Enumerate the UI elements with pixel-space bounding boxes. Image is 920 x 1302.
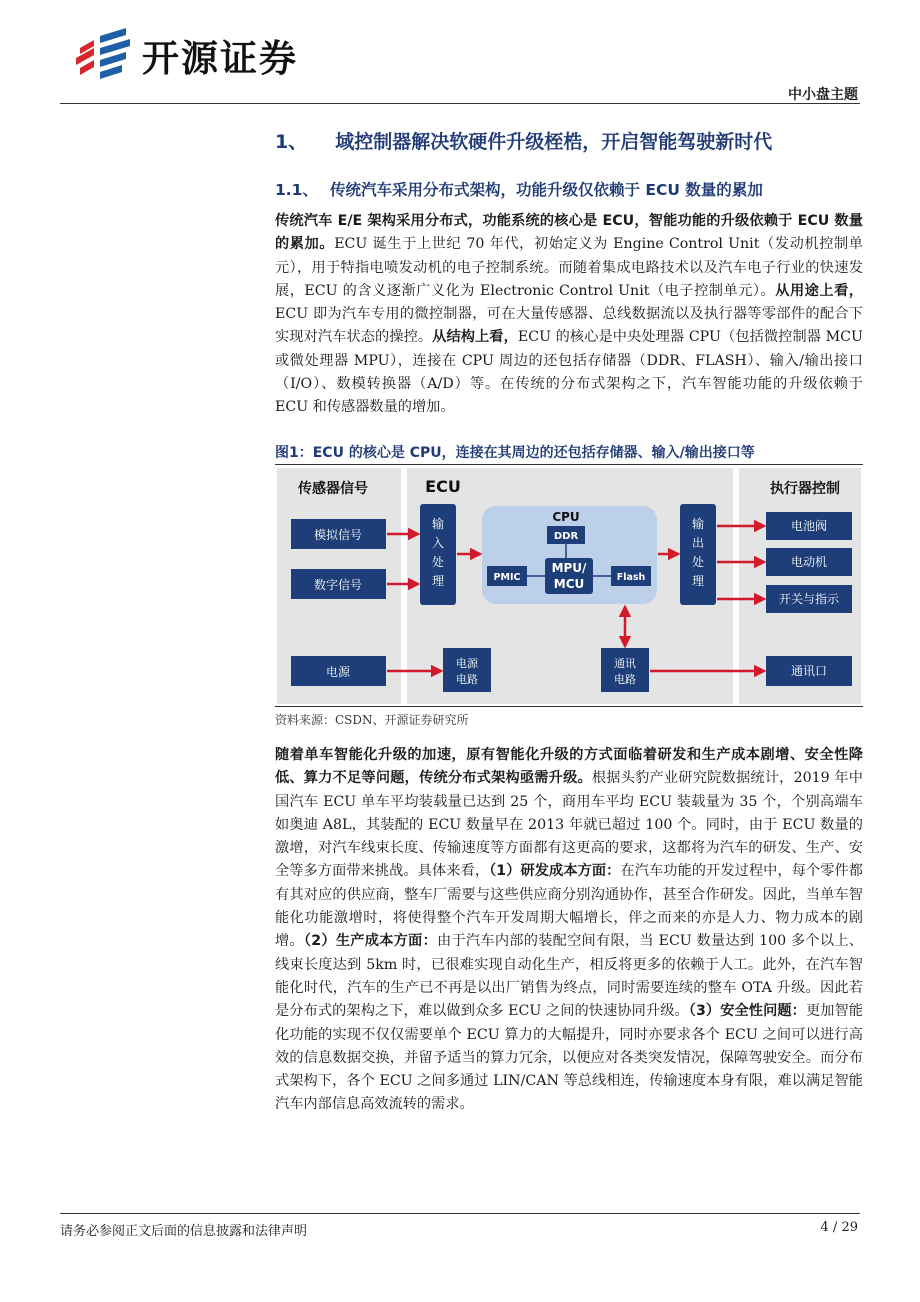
input-processing-char-1: 输 bbox=[431, 517, 445, 531]
para2-production-lead: （2）生产成本方面： bbox=[303, 933, 438, 950]
sensor-panel-title: 传感器信号 bbox=[298, 481, 368, 497]
digital-signal-label: 数字信号 bbox=[313, 578, 363, 592]
mpu-label: MPU/ bbox=[551, 561, 587, 575]
logo-mark-icon bbox=[70, 28, 136, 82]
battery-valve-label: 电池阀 bbox=[790, 519, 828, 533]
output-processing-char-4: 理 bbox=[691, 574, 705, 588]
para1-usage: ECU 即为汽车专用的微控制器，可在大量传感器、总线数据流以及执行器等零部件的配合下实现对汽车状态的操控。 bbox=[275, 306, 863, 346]
section-number: 1、 bbox=[275, 131, 308, 153]
comm-port-label: 通讯口 bbox=[790, 664, 828, 678]
para1-history: ECU 诞生于上世纪 70 年代，初始定义为 Engine Control Unit（发动机控制单元），用于特指电喷发动机的电子控制系统。而随着集成电路技术以及汽车电子行业的快速发展，ECU 的含义逐渐广义化为 Electronic Control Unit（电子控制单元）。 bbox=[275, 236, 863, 299]
comm-circuit-line-2: 电路 bbox=[614, 673, 636, 686]
paragraph-ecu-intro bbox=[275, 210, 863, 420]
logo-text: 开源证券 bbox=[142, 37, 298, 80]
subsection-number: 1.1、 bbox=[275, 181, 318, 199]
analog-signal-label: 模拟信号 bbox=[313, 528, 363, 542]
ecu-diagram bbox=[277, 468, 861, 704]
section-title: 域控制器解决软硬件升级桎梏，开启智能驾驶新时代 bbox=[335, 131, 773, 153]
flash-label: Flash bbox=[616, 572, 646, 583]
header-tag: 中小盘主题 bbox=[788, 87, 858, 103]
company-logo bbox=[70, 28, 298, 82]
figure-bottom-rule bbox=[275, 706, 863, 707]
input-processing-char-3: 处 bbox=[431, 555, 445, 569]
ddr-label: DDR bbox=[553, 531, 579, 542]
subsection-title: 传统汽车采用分布式架构，功能升级仅依赖于 ECU 数量的累加 bbox=[329, 181, 763, 199]
footer-divider bbox=[60, 1213, 860, 1214]
page-number: 4 / 29 bbox=[820, 1220, 858, 1235]
para2-safety: 更加智能化功能的实现不仅仅需要单个 ECU 算力的大幅提升，同时亦要求各个 ECU 之间可以进行高效的信息数据交换，并留予适当的算力冗余，以便应对各类突发情况，保障驾驶安全。而分布式架构下，各个 ECU 之间多通过 LIN/CAN 等总线相连，传输速度本身有限，难以满足智能汽车内部信息高效流转的需求。 bbox=[275, 1003, 863, 1113]
para2-rd-lead: （1）研发成本方面： bbox=[489, 863, 621, 880]
para2-lead: 随着单车智能化升级的加速，原有智能化升级的方式面临着研发和生产成本剧增、安全性降低、算力不足等问题，传统分布式架构亟需升级。 bbox=[275, 747, 863, 787]
motor-label: 电动机 bbox=[790, 555, 828, 569]
input-processing-char-2: 入 bbox=[431, 536, 445, 550]
cpu-label: CPU bbox=[552, 510, 580, 524]
switch-indicator-label: 开关与指示 bbox=[778, 592, 840, 606]
figure-title: 图1：ECU 的核心是 CPU，连接在其周边的还包括存储器、输入/输出接口等 bbox=[275, 445, 755, 461]
figure-top-rule bbox=[275, 464, 863, 465]
paragraph-upgrade-challenges bbox=[275, 744, 863, 1117]
para2-stats: 根据头豹产业研究院数据统计，2019 年中国汽车 ECU 单车平均装载量已达到 25 个，商用车平均 ECU 装载量为 35 个，个别高端车如奥迪 A8L，其装配的 ECU 数量早在 2013 年就已超过 100 个。同时，由于 ECU 数量的激增，对汽车线束长度、传输速度等方面都有这更高的要求，这都将为汽车的研发、生产、安全等多方面带来挑战。具体来看， bbox=[275, 770, 863, 880]
power-source-label: 电源 bbox=[325, 665, 351, 679]
pmic-label: PMIC bbox=[493, 572, 521, 583]
actuator-panel-title: 执行器控制 bbox=[770, 481, 840, 497]
ecu-panel-title: ECU bbox=[425, 477, 461, 496]
para2-rd: 在汽车功能的开发过程中，每个零件都有其对应的供应商，整车厂需要与这些供应商分别沟通协作，甚至合作研发。因此，当单车智能化功能激增时，将使得整个汽车开发周期大幅增长，伴之而来的亦是人力、物力成本的剧增。 bbox=[275, 863, 863, 950]
section-heading-1-1 bbox=[275, 178, 763, 200]
para1-structure-lead: 从结构上看， bbox=[432, 329, 518, 346]
footer-disclaimer: 请务必参阅正文后面的信息披露和法律声明 bbox=[60, 1224, 308, 1239]
output-processing-char-1: 输 bbox=[691, 517, 705, 531]
para1-usage-lead: 从用途上看， bbox=[775, 282, 863, 299]
para1-lead: 传统汽车 E/E 架构采用分布式，功能系统的核心是 ECU，智能功能的升级依赖于 ECU 数量的累加。 bbox=[275, 213, 863, 253]
para1-structure: ECU 的核心是中央处理器 CPU（包括微控制器 MCU 或微处理器 MPU），连接在 CPU 周边的还包括存储器（DDR、FLASH）、输入/输出接口（I/O）、数模转换器（A/D）等。在传统的分布式架构之下，汽车智能功能的升级依赖于 ECU 和传感器数量的增加。 bbox=[275, 329, 863, 416]
para2-safety-lead: （3）安全性问题： bbox=[688, 1003, 806, 1020]
input-processing-char-4: 理 bbox=[431, 574, 445, 588]
para2-production: 由于汽车内部的装配空间有限，当 ECU 数量达到 100 多个以上、线束长度达到 5km 时，已很难实现自动化生产，相反将更多的依赖于人工。此外，在汽车智能化时代，汽车的生产已不再是以出厂销售为终点，同时需要连续的整车 OTA 升级。因此若是分布式的架构之下，难以做到众多 ECU 之间的快速协同升级。 bbox=[275, 933, 863, 1020]
section-heading-1 bbox=[275, 127, 772, 154]
output-processing-char-3: 处 bbox=[691, 555, 705, 569]
mcu-label: MCU bbox=[553, 577, 585, 591]
power-circuit-line-2: 电路 bbox=[456, 673, 478, 686]
output-processing-char-2: 出 bbox=[691, 536, 705, 550]
figure-source: 资料来源：CSDN、开源证券研究所 bbox=[275, 713, 469, 727]
comm-circuit-line-1: 通讯 bbox=[614, 657, 636, 670]
header-divider bbox=[60, 103, 860, 104]
power-circuit-line-1: 电源 bbox=[456, 657, 478, 670]
